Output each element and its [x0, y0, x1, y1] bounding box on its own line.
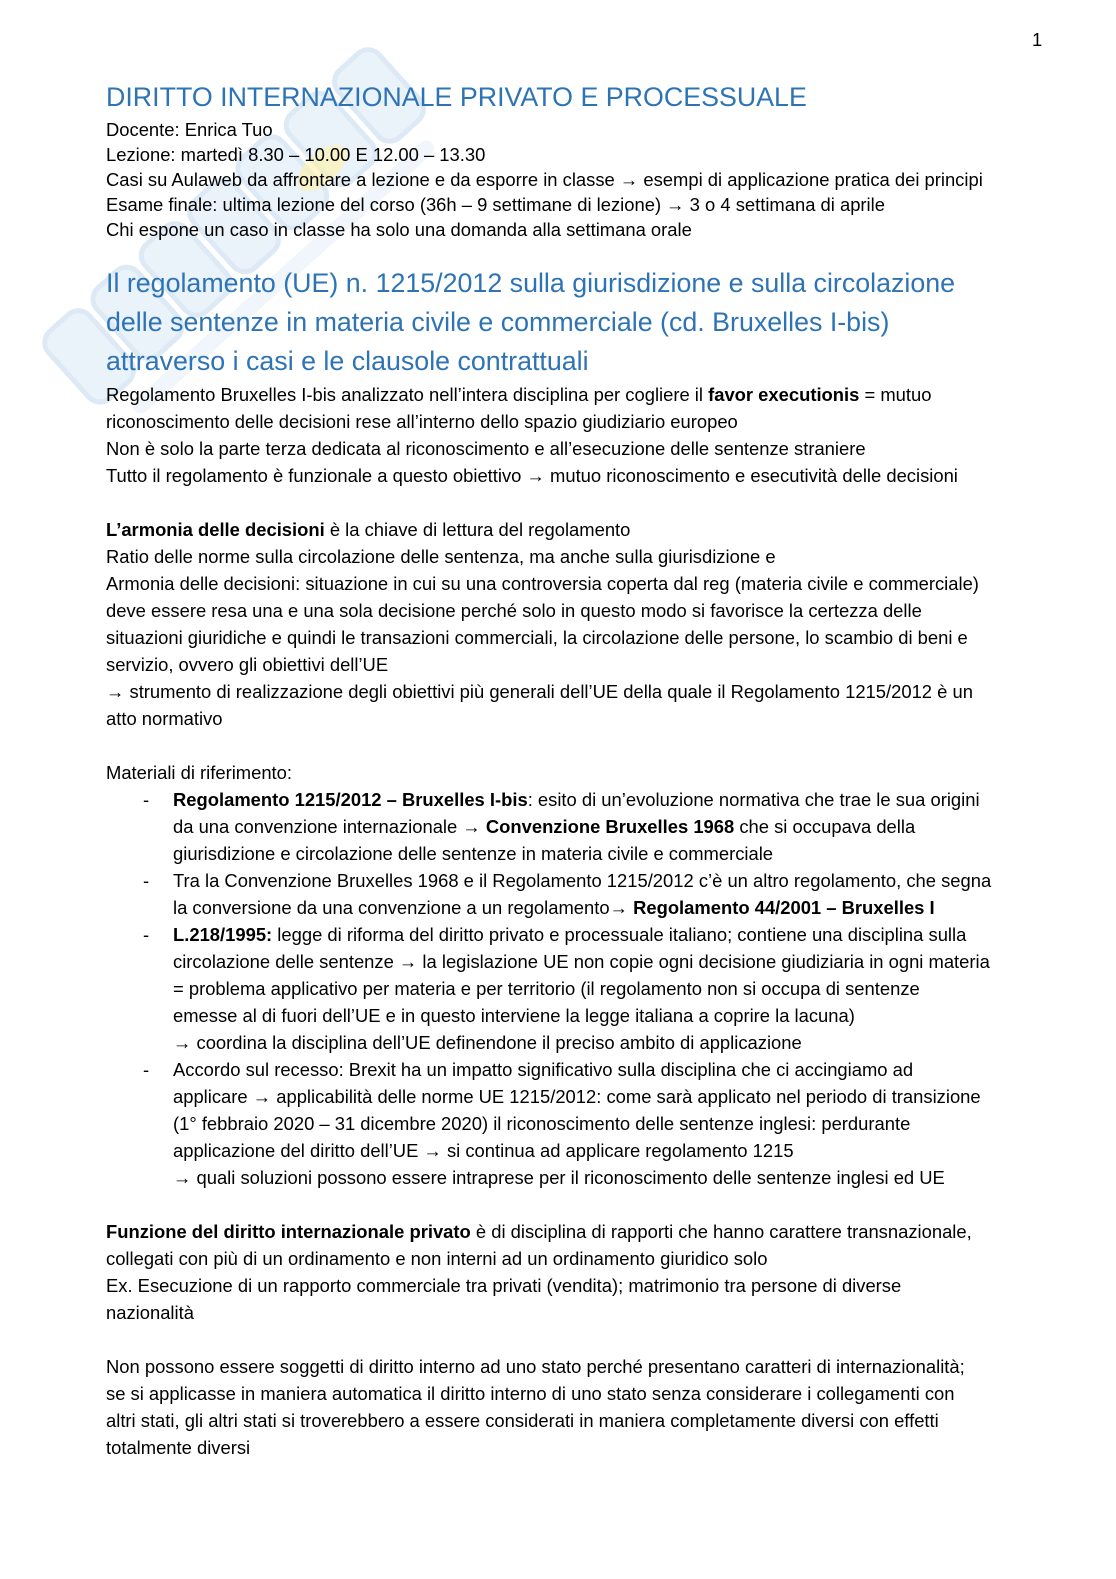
list-item	[106, 867, 1010, 921]
bold-text-run: Convenzione Bruxelles 1968	[485, 816, 735, 837]
list-item-line: circolazione delle sentenze → la legislazione UE non copie ogni decisione giudiziaria in ogni materia	[173, 951, 990, 972]
paragraph-line: riconoscimento delle decisioni rese all’interno dello spazio giudiziario europeo	[106, 411, 738, 432]
list-bullet: -	[143, 870, 150, 891]
paragraph-line: Non è solo la parte terza dedicata al riconoscimento e all’esecuzione delle sentenze straniere	[106, 438, 866, 459]
reference-materials-label: Materiali di riferimento:	[106, 762, 293, 783]
bold-text-run: favor executionis	[708, 384, 860, 405]
section-heading	[106, 264, 1010, 381]
text-run: è la chiave di lettura del regolamento	[324, 519, 631, 540]
paragraph-line: atto normativo	[106, 708, 223, 729]
text-run: la conversione da una convenzione a un regolamento→	[173, 897, 634, 918]
course-info-line: Chi espone un caso in classe ha solo una domanda alla settimana orale	[106, 219, 692, 240]
paragraph-line	[106, 516, 1010, 543]
paragraph-internazionalita	[106, 1353, 1010, 1461]
document-title: DIRITTO INTERNAZIONALE PRIVATO E PROCESSUALE	[106, 82, 807, 112]
list-item-line: applicazione del diritto dell’UE → si continua ad applicare regolamento 1215	[173, 1140, 794, 1161]
bold-text-run: L’armonia delle decisioni	[106, 519, 325, 540]
paragraph-line: servizio, ovvero gli obiettivi dell’UE	[106, 654, 389, 675]
list-item-line: giurisdizione e circolazione delle sentenze in materia civile e commerciale	[173, 843, 774, 864]
paragraph-line: deve essere resa una e una sola decisione perché solo in questo modo si favorisce la certezza delle	[106, 600, 922, 621]
blank-line	[106, 732, 1010, 759]
paragraph-line	[106, 381, 1010, 408]
document-body	[106, 78, 1010, 1461]
paragraph-line: se si applicasse in maniera automatica il diritto interno di uno stato senza considerare i collegamenti con	[106, 1383, 955, 1404]
list-item-line	[173, 894, 1010, 921]
text-run: Regolamento Bruxelles I-bis analizzato nell’intera disciplina per cogliere il	[106, 384, 709, 405]
list-item	[106, 1056, 1010, 1191]
list-item-line: Accordo sul recesso: Brexit ha un impatto significativo sulla disciplina che ci accingiamo ad	[173, 1059, 914, 1080]
course-info-line: Docente: Enrica Tuo	[106, 119, 273, 140]
text-run: legge di riforma del diritto privato e processuale italiano; contiene una disciplina sulla	[272, 924, 967, 945]
text-run: = mutuo	[859, 384, 932, 405]
course-info-line: Esame finale: ultima lezione del corso (36h – 9 settimane di lezione) → 3 o 4 settimana di aprile	[106, 194, 885, 215]
list-bullet: -	[143, 789, 150, 810]
list-item-text	[173, 921, 1010, 1056]
paragraph-line: Non possono essere soggetti di diritto interno ad uno stato perché presentano caratteri di internazionalità;	[106, 1356, 965, 1377]
paragraph-line	[106, 1218, 1010, 1245]
blank-line	[106, 1191, 1010, 1218]
paragraph-line: collegati con più di un ordinamento e non interni ad un ordinamento giuridico solo	[106, 1248, 768, 1269]
text-run: è di disciplina di rapporti che hanno carattere transnazionale,	[470, 1221, 972, 1242]
course-info	[106, 117, 1010, 242]
text-run: che si occupava della	[734, 816, 916, 837]
paragraph-line: Ex. Esecuzione di un rapporto commerciale tra privati (vendita); matrimonio tra persone di diverse	[106, 1275, 902, 1296]
paragraph-line: Ratio delle norme sulla circolazione delle sentenza, ma anche sulla giurisdizione e	[106, 546, 776, 567]
blank-line	[106, 489, 1010, 516]
paragraph-line: situazioni giuridiche e quindi le transazioni commerciali, la circolazione delle persone, lo scambio di beni e	[106, 627, 968, 648]
list-item-line	[173, 786, 1010, 813]
list-item	[106, 921, 1010, 1056]
bold-text-run: Regolamento 1215/2012 – Bruxelles I-bis	[173, 789, 528, 810]
list-item-text	[173, 1056, 1010, 1191]
bold-text-run: Funzione del diritto internazionale privato	[106, 1221, 471, 1242]
section-heading-line: attraverso i casi e le clausole contrattuali	[106, 346, 589, 376]
paragraph-line: → strumento di realizzazione degli obiettivi più generali dell’UE della quale il Regolamento 1215/2012 è un	[106, 681, 973, 702]
section-heading-line: Il regolamento (UE) n. 1215/2012 sulla giurisdizione e sulla circolazione	[106, 268, 956, 298]
paragraph-funzione	[106, 1218, 1010, 1326]
course-info-line: Lezione: martedì 8.30 – 10.00 E 12.00 – 13.30	[106, 144, 486, 165]
list-item-line: emesse al di fuori dell’UE e in questo interviene la legge italiana a coprire la lacuna)	[173, 1005, 855, 1026]
list-item-line: (1° febbraio 2020 – 31 dicembre 2020) il riconoscimento delle sentenze inglesi: perdurante	[173, 1113, 911, 1134]
list-item-line	[173, 921, 1010, 948]
paragraph-line: Tutto il regolamento è funzionale a questo obiettivo → mutuo riconoscimento e esecutività delle decisioni	[106, 465, 958, 486]
text-run: : esito di un’evoluzione normativa che trae le sua origini	[527, 789, 980, 810]
list-bullet: -	[143, 1059, 150, 1080]
list-item-text	[173, 786, 1010, 867]
paragraph-line: nazionalità	[106, 1302, 194, 1323]
section-heading-line: delle sentenze in materia civile e commerciale (cd. Bruxelles I-bis)	[106, 307, 890, 337]
blank-line	[106, 1326, 1010, 1353]
list-item-line: = problema applicativo per materia e per territorio (il regolamento non si occupa di sentenze	[173, 978, 920, 999]
list-item-line	[173, 813, 1010, 840]
paragraph-line: totalmente diversi	[106, 1437, 251, 1458]
paragraph-armonia	[106, 516, 1010, 732]
list-bullet: -	[143, 924, 150, 945]
list-item-line: applicare → applicabilità delle norme UE 1215/2012: come sarà applicato nel periodo di transizione	[173, 1086, 981, 1107]
text-run: da una convenzione internazionale →	[173, 816, 486, 837]
paragraph-line: Armonia delle decisioni: situazione in cui su una controversia coperta dal reg (materia civile e commerciale)	[106, 573, 979, 594]
bold-text-run: L.218/1995:	[173, 924, 273, 945]
list-item-line: → coordina la disciplina dell’UE definendone il preciso ambito di applicazione	[173, 1032, 802, 1053]
list-item	[106, 786, 1010, 867]
list-item-line: → quali soluzioni possono essere intraprese per il riconoscimento delle sentenze inglesi ed UE	[173, 1167, 945, 1188]
page-number: 1	[1032, 29, 1043, 50]
bold-text-run: Regolamento 44/2001 – Bruxelles I	[633, 897, 935, 918]
list-item-text	[173, 867, 1010, 921]
course-info-line: Casi su Aulaweb da affrontare a lezione e da esporre in classe → esempi di applicazione pratica dei principi	[106, 169, 983, 190]
reference-materials-list	[106, 786, 1010, 1191]
paragraph-line: altri stati, gli altri stati si troverebbero a essere considerati in maniera completamente diversi con effetti	[106, 1410, 939, 1431]
list-item-line: Tra la Convenzione Bruxelles 1968 e il Regolamento 1215/2012 c’è un altro regolamento, che segna	[173, 870, 992, 891]
paragraph-favor-executionis	[106, 381, 1010, 489]
